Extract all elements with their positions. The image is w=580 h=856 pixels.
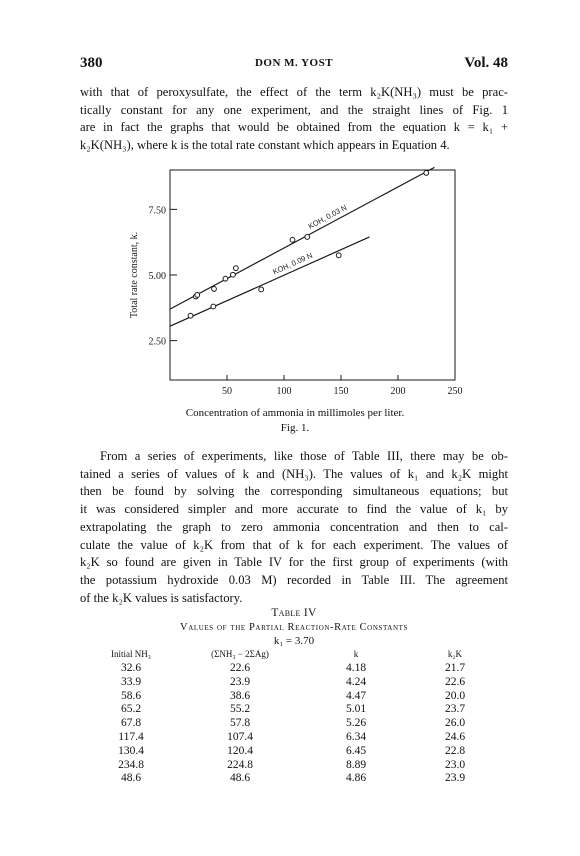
table-cell: 33.9 <box>120 675 142 688</box>
data-point <box>424 170 429 175</box>
data-point <box>336 253 341 258</box>
table-row <box>86 676 502 690</box>
text-line: k₂K(NH₃), where k is the total rate constant which appears in Equation 4. <box>80 138 450 153</box>
table-cell: 20.0 <box>444 689 466 702</box>
plot-frame <box>170 170 455 380</box>
data-point <box>290 237 295 242</box>
x-tick-label: 200 <box>390 386 406 397</box>
text-line: tically constant for any one experiment, and the straight lines of Fig. 1 <box>80 102 508 117</box>
table-row <box>86 759 502 773</box>
rate-constant-chart <box>110 160 480 410</box>
fit-line <box>170 167 434 309</box>
table-row <box>86 662 502 676</box>
fit-line <box>170 237 370 326</box>
y-tick-label: 5.00 <box>148 271 166 282</box>
table-cell: 5.26 <box>345 717 367 730</box>
text-line: are in fact the graphs that would be obtained from the equation k = k₁ + <box>80 120 508 135</box>
table-cell: 107.4 <box>227 730 253 743</box>
running-author: DON M. YOST <box>254 57 334 69</box>
table-cell: 224.8 <box>227 758 253 771</box>
table-row <box>86 745 502 759</box>
text-line: culate the value of k₂K from that of k for each experiment. The values of <box>80 537 508 552</box>
x-axis-label: Concentration of ammonia in millimoles per liter. <box>185 407 405 419</box>
data-point <box>195 293 200 298</box>
text-line: k₂K so found are given in Table IV for the first group of experiments (with <box>80 555 508 570</box>
text-line: the potassium hydroxide 0.03 M) recorded in Table III. The agreement <box>80 572 508 587</box>
x-tick-label: 150 <box>333 386 349 397</box>
data-point <box>305 235 310 240</box>
table-cell: 23.0 <box>444 758 466 771</box>
text-line: with that of peroxysulfate, the effect of the term k₂K(NH₃) must be prac- <box>80 85 508 99</box>
data-point <box>188 313 193 318</box>
table-cell: 234.8 <box>118 758 144 771</box>
column-header: k <box>353 649 359 659</box>
table-cell: 48.6 <box>120 772 142 785</box>
data-point <box>223 276 228 281</box>
table-cell: 26.0 <box>444 717 466 730</box>
table-cell: 55.2 <box>229 703 251 716</box>
table-row <box>86 731 502 745</box>
text-line: From a series of experiments, like those of Table III, there may be ob- <box>100 449 508 463</box>
x-tick-label: 50 <box>222 386 232 397</box>
series-label: KOH, 0.03 N <box>306 202 349 231</box>
table-cell: 22.8 <box>444 744 466 757</box>
table-cell: 38.6 <box>229 689 251 702</box>
page-number: 380 <box>80 55 103 71</box>
table-cell: 48.6 <box>229 772 251 785</box>
data-point <box>231 272 236 277</box>
figure-caption: Fig. 1. <box>280 422 310 434</box>
y-tick-label: 2.50 <box>148 336 166 348</box>
table-cell: 120.4 <box>227 744 253 757</box>
data-point <box>212 287 217 292</box>
text-line: of the k₂K values is satisfactory. <box>80 590 243 605</box>
table-cell: 4.24 <box>345 675 367 688</box>
table-cell: 67.8 <box>120 717 142 730</box>
paragraph-intro <box>80 84 508 155</box>
page-header <box>80 55 508 75</box>
table-cell: 23.9 <box>229 675 251 688</box>
column-header: (ΣNH₃ − 2ΣAg) <box>211 649 269 659</box>
table-k1-value: k₁ = 3.70 <box>273 635 315 647</box>
table-header-row <box>86 648 502 662</box>
table-cell: 6.45 <box>345 744 367 757</box>
figure-1 <box>110 160 480 440</box>
table-cell: 57.8 <box>229 717 251 730</box>
volume-label: Vol. 48 <box>464 55 508 71</box>
text-line: extrapolating the graph to zero ammonia concentration and then to cal- <box>80 519 508 534</box>
table-cell: 4.86 <box>345 772 367 785</box>
column-header: k₂K <box>447 649 463 659</box>
table-subtitle: Values of the Partial Reaction-Rate Constants <box>180 622 408 633</box>
y-axis-label: Total rate constant, k. <box>129 231 140 319</box>
table-cell: 32.6 <box>120 662 142 674</box>
table-cell: 22.6 <box>229 662 251 674</box>
table-cell: 58.6 <box>120 689 142 702</box>
paragraph-discussion <box>80 448 508 607</box>
table-cell: 23.9 <box>444 772 466 785</box>
y-tick-label: 7.50 <box>148 205 166 217</box>
table-cell: 8.89 <box>345 758 367 771</box>
series-label: KOH, 0.09 N <box>271 250 314 277</box>
column-header: Initial NH₃ <box>111 649 151 659</box>
table-cell: 117.4 <box>118 730 144 743</box>
table-title: Table IV <box>271 607 317 619</box>
table-row <box>86 690 502 704</box>
table-cell: 22.6 <box>444 675 466 688</box>
x-tick-label: 100 <box>276 386 292 397</box>
table-cell: 23.7 <box>444 703 466 716</box>
table-row <box>86 772 502 786</box>
table-cell: 6.34 <box>345 730 367 743</box>
table-cell: 4.47 <box>345 689 367 702</box>
table-cell: 130.4 <box>118 744 144 757</box>
text-line: it was considered simpler and more accurate to find the value of k₁ by <box>80 502 508 517</box>
data-point <box>233 266 238 271</box>
table-cell: 65.2 <box>120 703 142 716</box>
text-line: tained a series of values of k and (NH₃). The values of k₁ and k₂K might <box>80 466 508 481</box>
table-cell: 4.18 <box>345 662 367 674</box>
rate-constants-table <box>86 648 502 786</box>
data-point <box>259 287 264 292</box>
x-tick-label: 250 <box>447 386 463 397</box>
table-cell: 21.7 <box>444 662 466 674</box>
table-cell: 5.01 <box>345 703 367 716</box>
table-row <box>86 717 502 731</box>
data-point <box>211 304 216 309</box>
text-line: then be found by solving the corresponding simultaneous equations; but <box>80 484 508 499</box>
table-row <box>86 703 502 717</box>
table-cell: 24.6 <box>444 730 466 743</box>
